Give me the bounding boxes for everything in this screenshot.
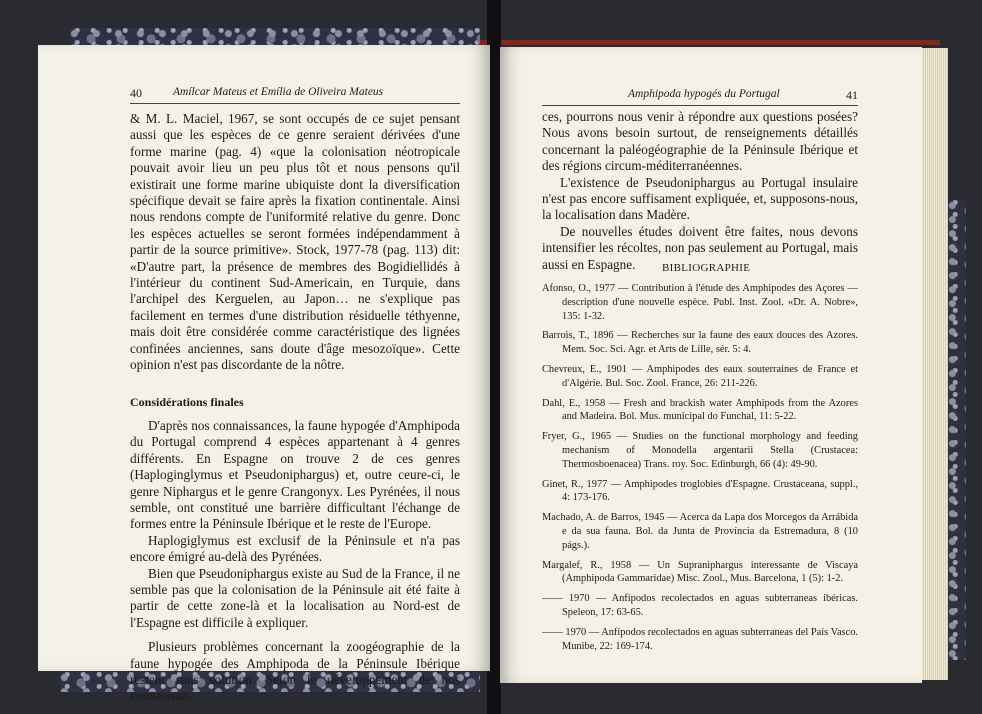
header-rule [130,103,460,104]
headband [480,40,940,45]
reference-item: —— 1970 — Anfípodos recolectados en aguas subterraneas del País Vasco. Munibe, 22: 169-174. [542,626,858,652]
reference-item: Fryer, G., 1965 — Studies on the functional morphology and feeding mechanism of Monodella argentarii Stella (Crustacea: Thermosboenacea) Trans. roy. Soc. Edinburgh, 66 (4): 49-90. [542,431,858,470]
marbled-board-right [948,200,966,660]
header-rule [542,105,858,106]
bibliography-heading: BIBLIOGRAPHIE [662,262,751,274]
right-page [500,47,922,683]
reference-item: —— 1970 — Anfípodos recolectados en aguas subterraneas ibéricas. Speleon, 17: 63-65. [542,593,858,618]
page-number: 40 [130,86,142,100]
paragraph: ces, pourrons nous venir à répondre aux questions posées? Nous avons besoin surtout, de renseignements détaillés concernant la paléogéographie de la Péninsule Ibérique et des régions circum-méditerranéennes. [542,109,858,174]
paragraph: De nouvelles études doivent être faites, nous devons intensifier les récoltes, non pas seulement au Portugal, mais aussi en Espagne. [542,223,858,272]
reference-item: Chevreux, E., 1901 — Amphipodes des eaux souterraines de France et d'Algérie. Bul. Soc. Zool. France, 26: 211-226. [542,363,858,389]
running-head: Amílcar Mateus et Emília de Oliveira Mateus [173,86,384,98]
paragraph: Bien que Pseudoniphargus existe au Sud de la France, il ne semble pas que la colonisation de la Péninsule ait été faite à partir de cette zone-là et la localisation au Nord-est de l'Espagne est difficile à expliquer. [130,565,460,630]
section-heading: Considérations finales [130,394,244,409]
running-head: Amphipoda hypogés du Portugal [628,88,780,100]
reference-item: Barrois, T., 1896 — Recherches sur la faune des eaux douces des Azores. Mem. Soc. Sci. Agr. et Arts de Lille, sér. 5: 4. [542,330,858,356]
paragraph: Haplogiglymus est exclusif de la Péninsule et n'a pas encore émigré au-delà des Pyrénées. [130,532,460,565]
paragraph: Plusieurs problèmes concernant la zoogéographie de la faune hypogée des Amphipoda de la Péninsule Ibérique restent sans solution. Selon le développement de nos connaissan- [130,639,460,704]
reference-item: Ginet, R., 1977 — Amphipodes troglobies d'Espagne. Crustaceana, suppl., 4: 173-176. [542,478,858,504]
reference-item: Afonso, O., 1977 — Contribution à l'étude des Amphipodes des Açores — description d'une nouvelle espèce. Publ. Inst. Zool. «Dr. A. Nobre», 135: 1-32. [542,283,858,322]
left-page [38,45,490,704]
paragraph: L'existence de Pseudoniphargus au Portugal insulaire n'est pas encore suffisament expliquée, et, supposons-nous, la localisation dans Madère. [542,174,858,223]
paragraph: & M. L. Maciel, 1967, se sont occupés de ce sujet pensant aussi que les espèces de ce genre seraient dérivées d'une forme marine (pag. 4) «que la colonisation néotropicale pouvait avoir lieu un peu plus tôt et nous pensons qu'il existirait une forme marine ubiquiste dont la diversification spécifique devait se faire après la fixation continentale. Ainsi nous rendons compte de l'uniformité relative du genre. Donc les espèces actuelles se seront formées indépendamment à partir de la source primitive». Stock, 1977-78 (pag. 113) dit: «D'autre part, la présence de membres des Bogidiellidés à l'intérieur du continent Sud-Americain, en Turquie, dans l'archipel des Kerguelen, au Japon… ne s'explique pas facilement en termes d'une distribution résiduelle téthyenne, mais doit être considérée comme caractéristique des lignées confinées anciennes, sans doute d'âge mesozoïque». Cette opinion n'est pas discordante de la nôtre. [130,111,460,373]
reference-item: Dahl, E., 1958 — Fresh and brackish water Amphipods from the Azores and Madeira. Bol. Mus. municipal do Funchal, 11: 5-22. [542,397,858,423]
reference-item: Margalef, R., 1958 — Un Supraniphargus interessante de Viscaya (Amphipoda Gammaridae) Misc. Zool., Mus. Barcelona, 1 (5): 1-2. [542,559,858,585]
paragraph: D'après nos connaissances, la faune hypogée d'Amphipoda du Portugal comprend 4 espèces appartenant à 4 genres différents. En Espagne on trouve 2 de ces genres (Haploginglymus et Pseudoniphargus) et, outre ceure-ci, le genre Niphargus et le genre Crangonyx. Les Pyrénées, il nous semble, ont constitué une barrière difficultant l'échange de formes entre la Péninsule Ibérique et le reste de l'Europe. [130,417,460,532]
page-edges [922,48,948,680]
reference-item: Machado, A. de Barros, 1945 — Acerca da Lapa dos Morcegos da Arrábida e da sua fauna. Bol. da Junta de Província da Estremadura, 8 (10 págs.). [542,512,858,551]
reference-list [542,282,858,659]
right-text-block [542,109,858,273]
page-number: 41 [846,88,858,102]
left-text-block [130,111,460,705]
